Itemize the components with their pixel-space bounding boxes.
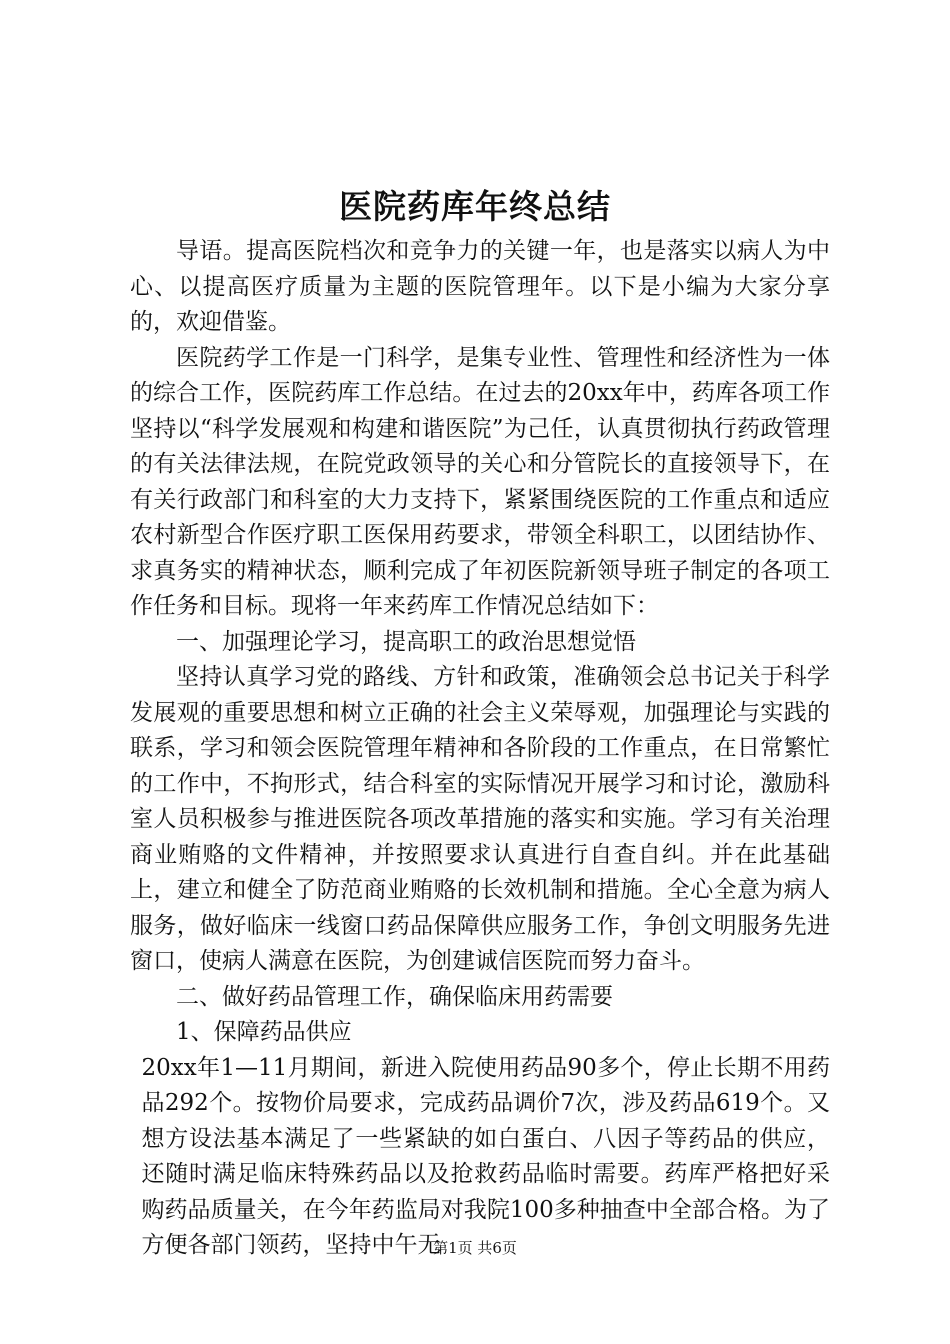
subsection-1-paragraph: 20xx年1—11月期间，新进入院使用药品90多个，停止长期不用药品292个。按物价局要求，完成药品调价7次，涉及药品619个。又想方设法基本满足了一些紧缺的如白蛋白、八因子等药品的供应，还随时满足临床特殊药品以及抢救药品临时需要。药库严格把好采购药品质量关，在今年药监局对我院100多种抽查中全部合格。为了方便各部门领药，坚持中午无 [141,1054,830,1258]
page-number-footer: 第1页 共6页 [433,1239,517,1257]
intro-paragraph: 导语。提高医院档次和竞争力的关键一年，也是落实以病人为中心、以提高医疗质量为主题的医院管理年。以下是小编为大家分享的，欢迎借鉴。 [130,238,830,335]
document-title: 医院药库年终总结 [339,187,611,226]
section-1-paragraph: 坚持认真学习党的路线、方针和政策，准确领会总书记关于科学发展观的重要思想和树立正确的社会主义荣辱观，加强理论与实践的联系，学习和领会医院管理年精神和各阶段的工作重点，在日常繁忙的工作中，不拘形式，结合科室的实际情况开展学习和讨论，激励科室人员积极参与推进医院各项改革措施的落实和实施。学习有关治理商业贿赂的文件精神，并按照要求认真进行自查自纠。并在此基础上，建立和健全了防范商业贿赂的长效机制和措施。全心全意为病人服务，做好临床一线窗口药品保障供应服务工作，争创文明服务先进窗口，使病人满意在医院，为创建诚信医院而努力奋斗。 [130,664,830,974]
document-body [130,234,830,1264]
subsection-heading-1: 1、保障药品供应 [176,1019,352,1045]
overview-paragraph: 医院药学工作是一门科学，是集专业性、管理性和经济性为一体的综合工作，医院药库工作总结。在过去的20xx年中，药库各项工作坚持以“科学发展观和构建和谐医院”为己任，认真贯彻执行药政管理的有关法律法规，在院党政领导的关心和分管院长的直接领导下，在有关行政部门和科室的大力支持下，紧紧围绕医院的工作重点和适应农村新型合作医疗职工医保用药要求，带领全科职工，以团结协作、求真务实的精神状态，顺利完成了年初医院新领导班子制定的各项工作任务和目标。现将一年来药库工作情况总结如下： [130,344,830,619]
section-heading-1: 一、加强理论学习，提高职工的政治思想觉悟 [176,628,636,655]
section-heading-2: 二、做好药品管理工作，确保临床用药需要 [176,983,613,1010]
